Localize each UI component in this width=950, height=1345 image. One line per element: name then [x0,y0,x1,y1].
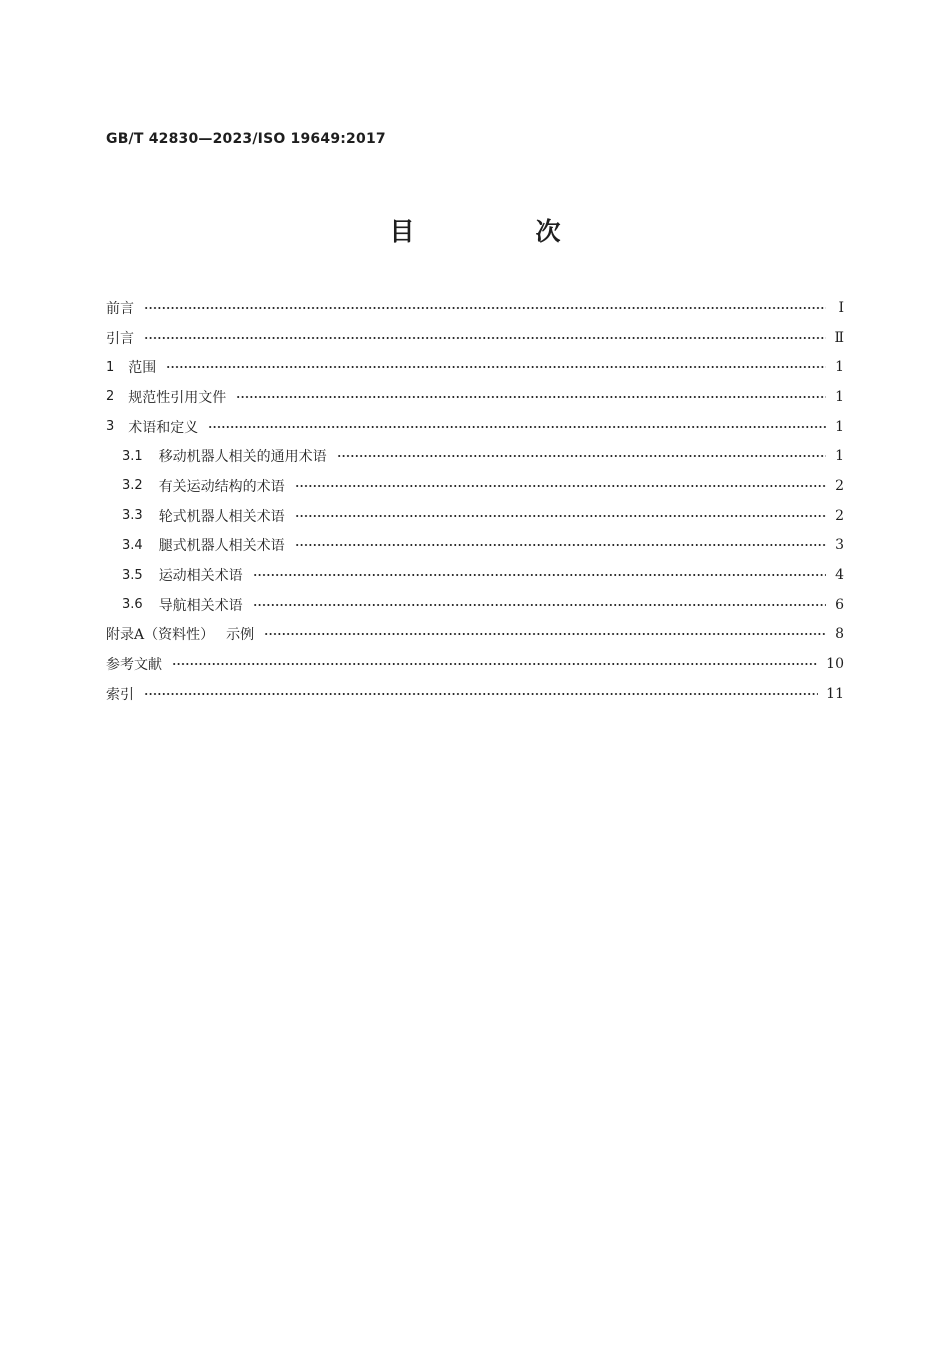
toc-entry-number: 3.6 [122,597,143,613]
toc-entry-scope[interactable] [106,352,844,382]
toc-dot-leader [236,395,826,399]
toc-entry-label: 范围 [128,360,157,377]
toc-entry-introduction[interactable] [106,323,844,353]
toc-dot-leader [295,484,826,488]
standard-code: GB/T 42830—2023/ISO 19649:2017 [106,131,386,147]
toc-entry-label: 引言 [106,330,134,347]
toc-entry-annex-a[interactable] [106,620,844,650]
toc-entry-label: 有关运动结构的术语 [158,478,285,495]
toc-entry-label: 规范性引用文件 [128,389,227,406]
toc-entry-label-suffix: 示例 [226,627,255,644]
toc-entry-label: 移动机器人相关的通用术语 [158,449,327,466]
toc-entry-3-5[interactable] [106,560,844,590]
toc-entry-label: 运动相关术语 [158,568,243,585]
toc-entry-page: 6 [835,596,844,613]
toc-entry-page: 2 [835,507,844,524]
toc-entry-page: 4 [835,567,844,584]
toc-entry-page: Ⅱ [834,329,844,346]
toc-entry-3-3[interactable] [106,501,844,531]
toc-dot-leader [253,603,826,607]
toc-entry-3-6[interactable] [106,590,844,620]
table-of-contents [106,293,844,709]
toc-dot-leader [166,365,826,369]
toc-entry-label: 索引 [106,686,134,703]
toc-entry-page: 1 [835,388,844,405]
toc-entry-label: 术语和定义 [128,419,199,436]
toc-entry-number: 3.2 [122,478,143,494]
toc-dot-leader [208,425,826,429]
toc-entry-3-1[interactable] [106,441,844,471]
toc-entry-number: 3.1 [122,448,143,464]
toc-entry-3-2[interactable] [106,471,844,501]
page-title: 目 次 [389,217,609,246]
toc-entry-label: 前言 [106,300,134,317]
toc-entry-number: 3.5 [122,567,143,583]
toc-entry-label: 轮式机器人相关术语 [158,508,285,525]
toc-entry-page: 3 [835,537,844,554]
toc-entry-bibliography[interactable] [106,649,844,679]
toc-dot-leader [172,662,818,666]
toc-entry-page: 2 [835,477,844,494]
toc-entry-foreword[interactable] [106,293,844,323]
toc-dot-leader [264,632,826,636]
toc-entry-page: 1 [835,418,844,435]
toc-dot-leader [144,306,826,310]
toc-entry-index[interactable] [106,679,844,709]
toc-entry-number: 3 [106,419,115,435]
toc-dot-leader [253,573,826,577]
toc-dot-leader [295,514,826,518]
toc-entry-page: 1 [835,359,844,376]
toc-entry-label: 腿式机器人相关术语 [158,538,285,555]
toc-entry-terms-definitions[interactable] [106,412,844,442]
toc-entry-page: 8 [835,626,844,643]
toc-entry-page: Ⅰ [838,299,844,316]
toc-entry-number: 3.4 [122,537,143,553]
toc-entry-page: 11 [826,685,844,702]
toc-entry-page: 10 [826,656,844,673]
toc-entry-label: 附录A（资料性） [106,627,215,644]
toc-entry-3-4[interactable] [106,531,844,561]
toc-entry-label: 参考文献 [106,657,162,674]
toc-entry-number: 1 [106,359,115,375]
toc-dot-leader [144,336,826,340]
toc-dot-leader [144,692,818,696]
toc-dot-leader [295,543,826,547]
toc-dot-leader [337,454,826,458]
toc-entry-page: 1 [835,448,844,465]
toc-entry-normative-references[interactable] [106,382,844,412]
toc-entry-label: 导航相关术语 [158,597,243,614]
toc-entry-number: 3.3 [122,508,143,524]
toc-entry-number: 2 [106,389,115,405]
